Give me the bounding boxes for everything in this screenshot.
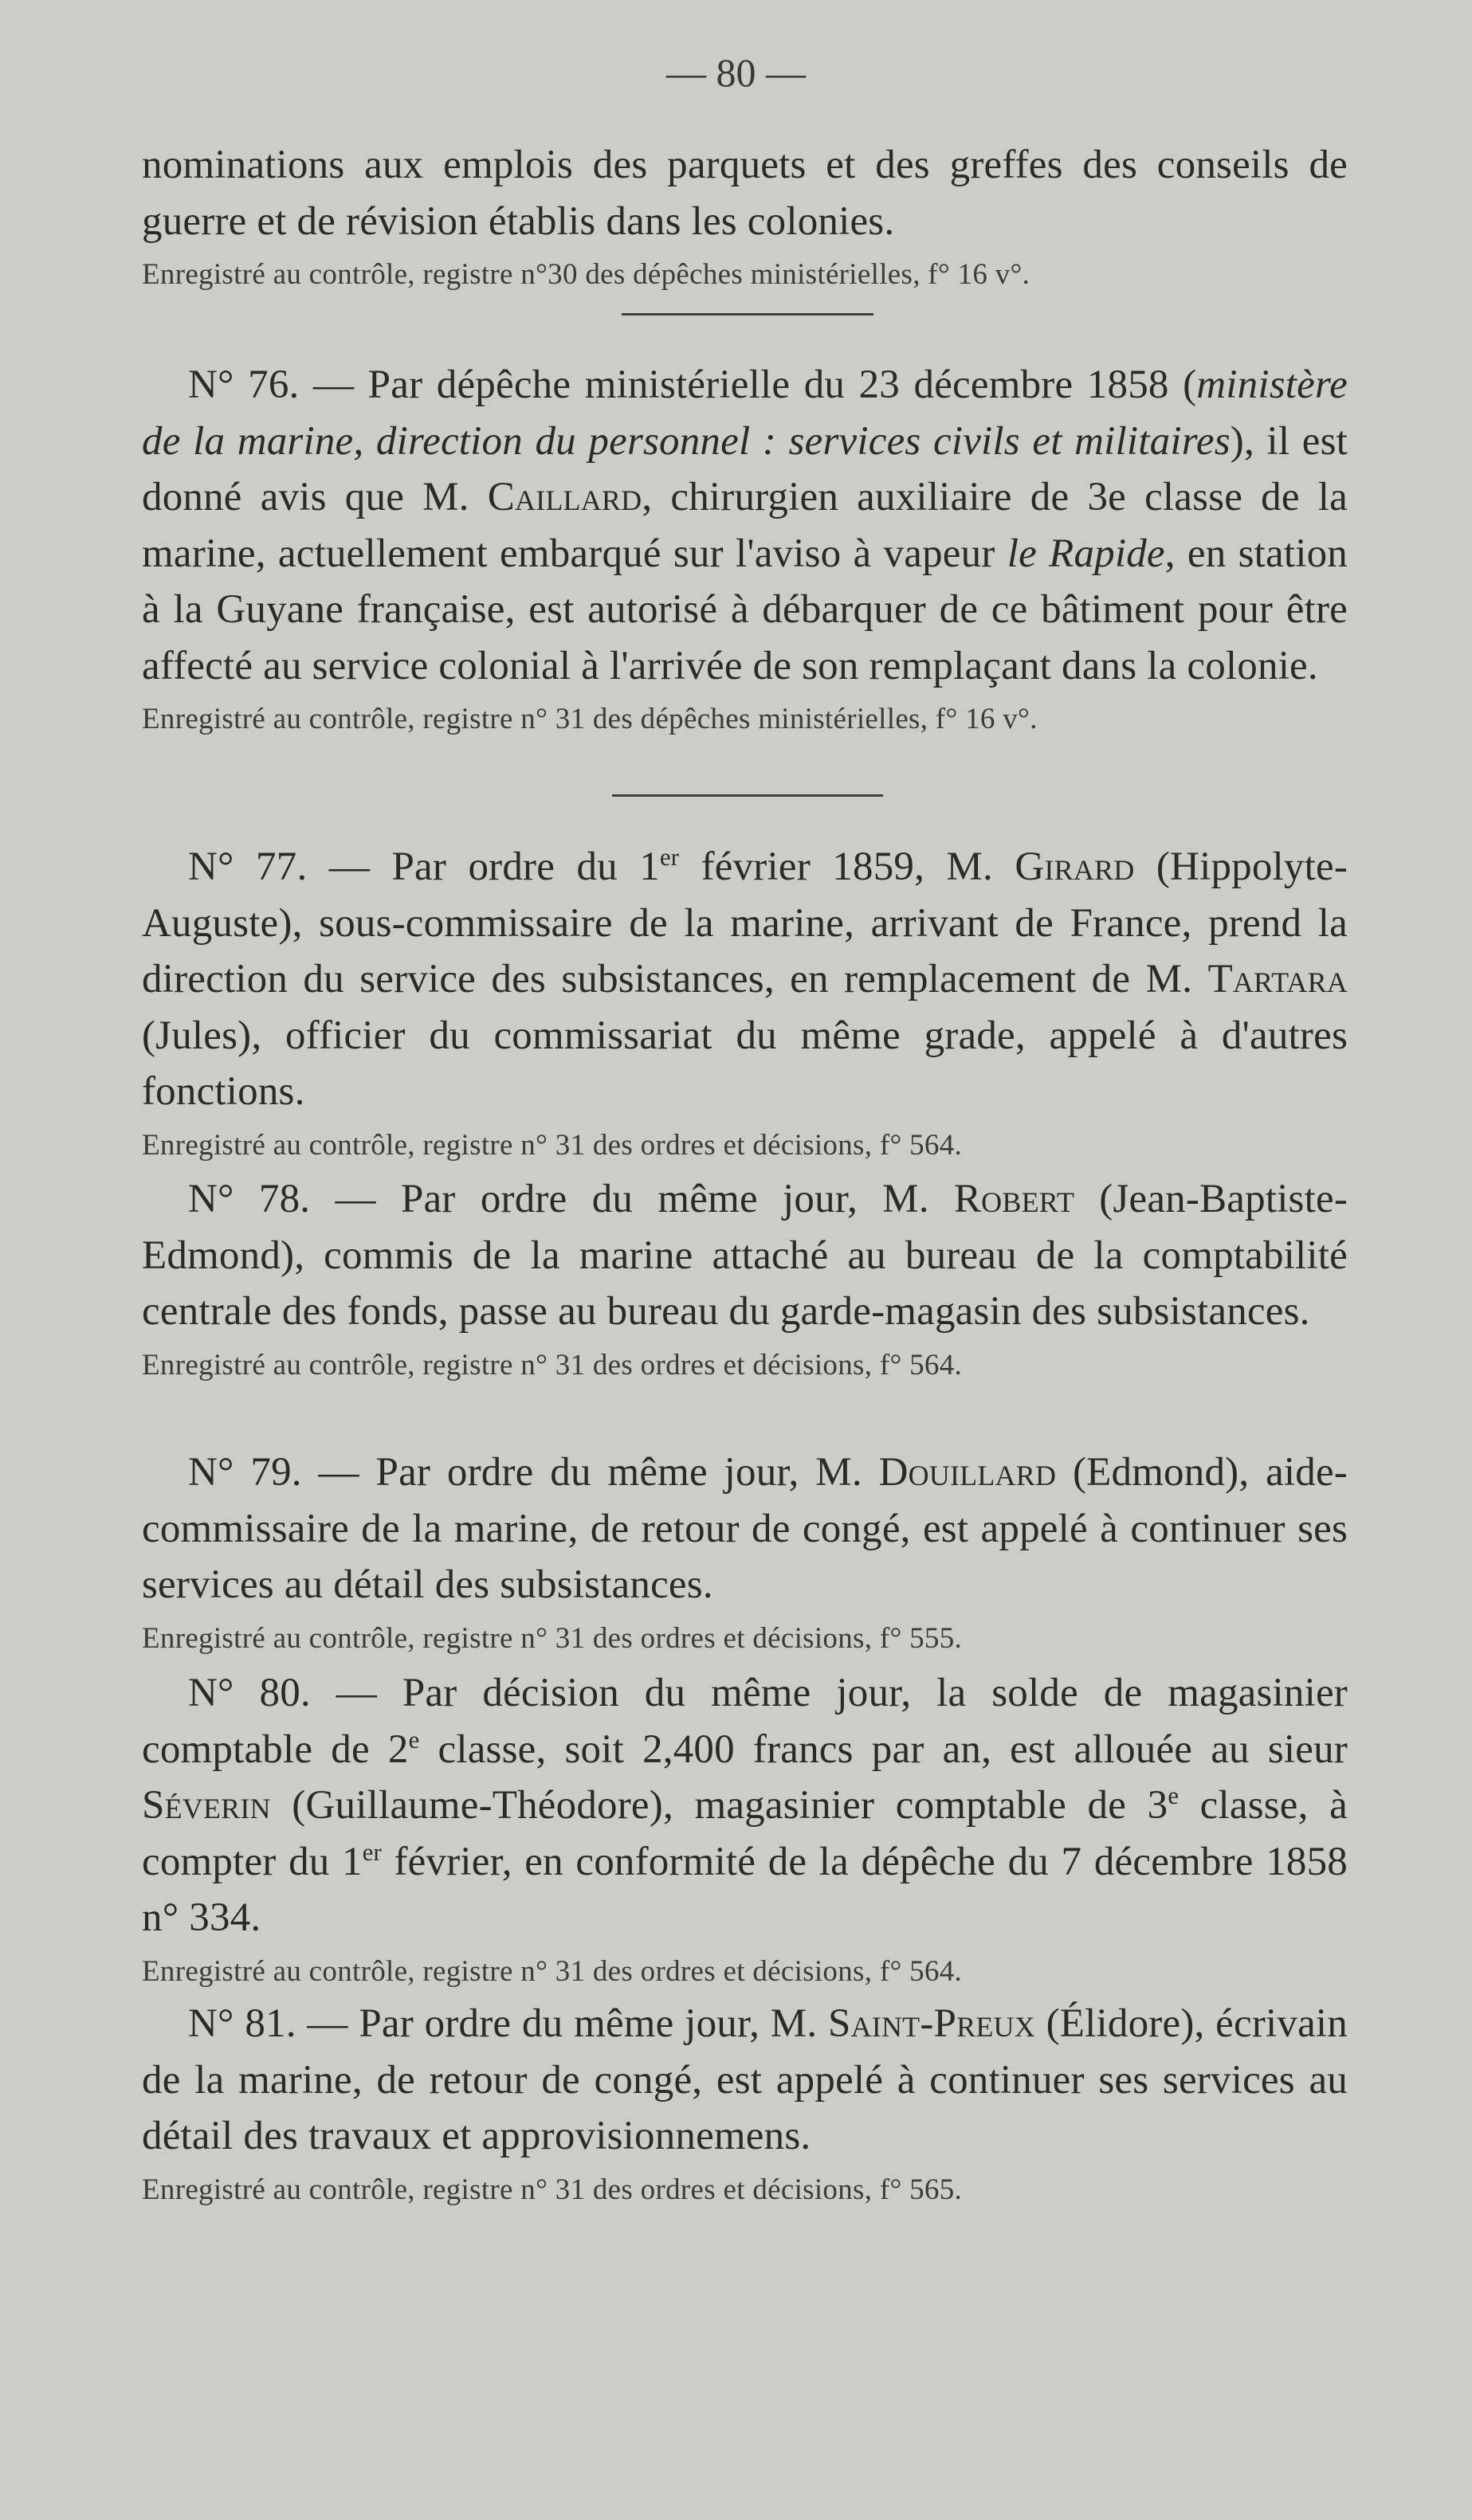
intro-text: nominations aux emplois des parquets et des greffes des conseils de guerre et de révision établis dans les colonies.: [142, 143, 1348, 244]
entry-text: N° 76. — Par dépêche ministérielle du 23 décembre 1858 (ministère de la marine, direction du personnel : services civils et militaires), il est donné avis que M. Caillard, chirurgien auxiliaire de 3e classe de la marine, actuellement embarqué sur l'aviso à vapeur le Rapide, en station à la Guyane française, est autorisé à débarquer de ce bâtiment pour être affecté au service colonial à l'arrivée de son remplaçant dans la colonie.: [142, 363, 1348, 688]
person-name: Girard: [1015, 845, 1135, 889]
entry-text: N° 80. — Par décision du même jour, la solde de magasinier comptable de 2e classe, soit 2,400 francs par an, est allouée au sieur Séverin (Guillaume-Théodore), magasinier comptable de 3e classe, à compter du 1er février, en conformité de la dépêche du 7 décembre 1858 n° 334.: [142, 1671, 1348, 1940]
italic-text: ministère de la marine, direction du personnel : services civils et militaires: [142, 363, 1348, 464]
entry-80: [142, 1665, 1348, 1994]
entry-text: N° 77. — Par ordre du 1er février 1859, M. Girard (Hippolyte-Auguste), sous-commissaire de la marine, arrivant de France, prend la direction du service des subsistances, en remplacement de M. Tartara (Jules), officier du commissariat du même grade, appelé à d'autres fonctions.: [142, 844, 1348, 1114]
entry-79: [142, 1444, 1348, 1661]
entry-registration: Enregistré au contrôle, registre n° 31 des ordres et décisions, f° 564.: [142, 1348, 963, 1381]
intro-registration: Enregistré au contrôle, registre n°30 des dépêches ministérielles, f° 16 v°.: [142, 258, 1030, 291]
entry-registration: Enregistré au contrôle, registre n° 31 des ordres et décisions, f° 565.: [142, 2173, 963, 2206]
separator-rule: [612, 794, 883, 797]
entry-81: [142, 1996, 1348, 2212]
entry-78: [142, 1171, 1348, 1388]
ship-name: le Rapide: [1007, 531, 1165, 576]
page-number: — 80 —: [666, 50, 806, 95]
entry-registration: Enregistré au contrôle, registre n° 31 des ordres et décisions, f° 564.: [142, 1128, 963, 1162]
entry-number: N° 78.: [188, 1177, 311, 1221]
person-name: Séverin: [142, 1783, 271, 1828]
entry-text: N° 78. — Par ordre du même jour, M. Robert (Jean-Baptiste-Edmond), commis de la marine attaché au bureau de la comptabilité centrale des fonds, passe au bureau du garde-magasin des subsistances.: [142, 1177, 1348, 1334]
person-name: Tartara: [1207, 957, 1348, 1001]
entry-registration: Enregistré au contrôle, registre n° 31 des ordres et décisions, f° 555.: [142, 1621, 963, 1655]
entry-number: N° 77.: [188, 845, 308, 889]
intro-block: [142, 137, 1348, 297]
entry-number: N° 79.: [188, 1450, 302, 1495]
entry-number: N° 80.: [188, 1671, 311, 1715]
entry-77: [142, 839, 1348, 1168]
entry-text: N° 79. — Par ordre du même jour, M. Douillard (Edmond), aide-commissaire de la marine, de retour de congé, est appelé à continuer ses services au détail des subsistances.: [142, 1450, 1348, 1607]
entry-number: N° 81.: [188, 2001, 296, 2046]
entry-76: [142, 357, 1348, 742]
person-name: Robert: [953, 1177, 1075, 1221]
separator-rule: [622, 313, 873, 315]
person-name: Caillard: [487, 475, 642, 519]
entry-registration: Enregistré au contrôle, registre n° 31 des dépêches ministérielles, f° 16 v°.: [142, 703, 1038, 735]
entry-number: N° 76.: [188, 363, 300, 407]
person-name: Saint-Preux: [828, 2001, 1035, 2046]
entry-text: N° 81. — Par ordre du même jour, M. Saint-Preux (Élidore), écrivain de la marine, de retour de congé, est appelé à continuer ses services au détail des travaux et approvisionnemens.: [142, 2001, 1348, 2158]
person-name: Douillard: [878, 1450, 1057, 1495]
entry-registration: Enregistré au contrôle, registre n° 31 des ordres et décisions, f° 564.: [142, 1954, 963, 1988]
